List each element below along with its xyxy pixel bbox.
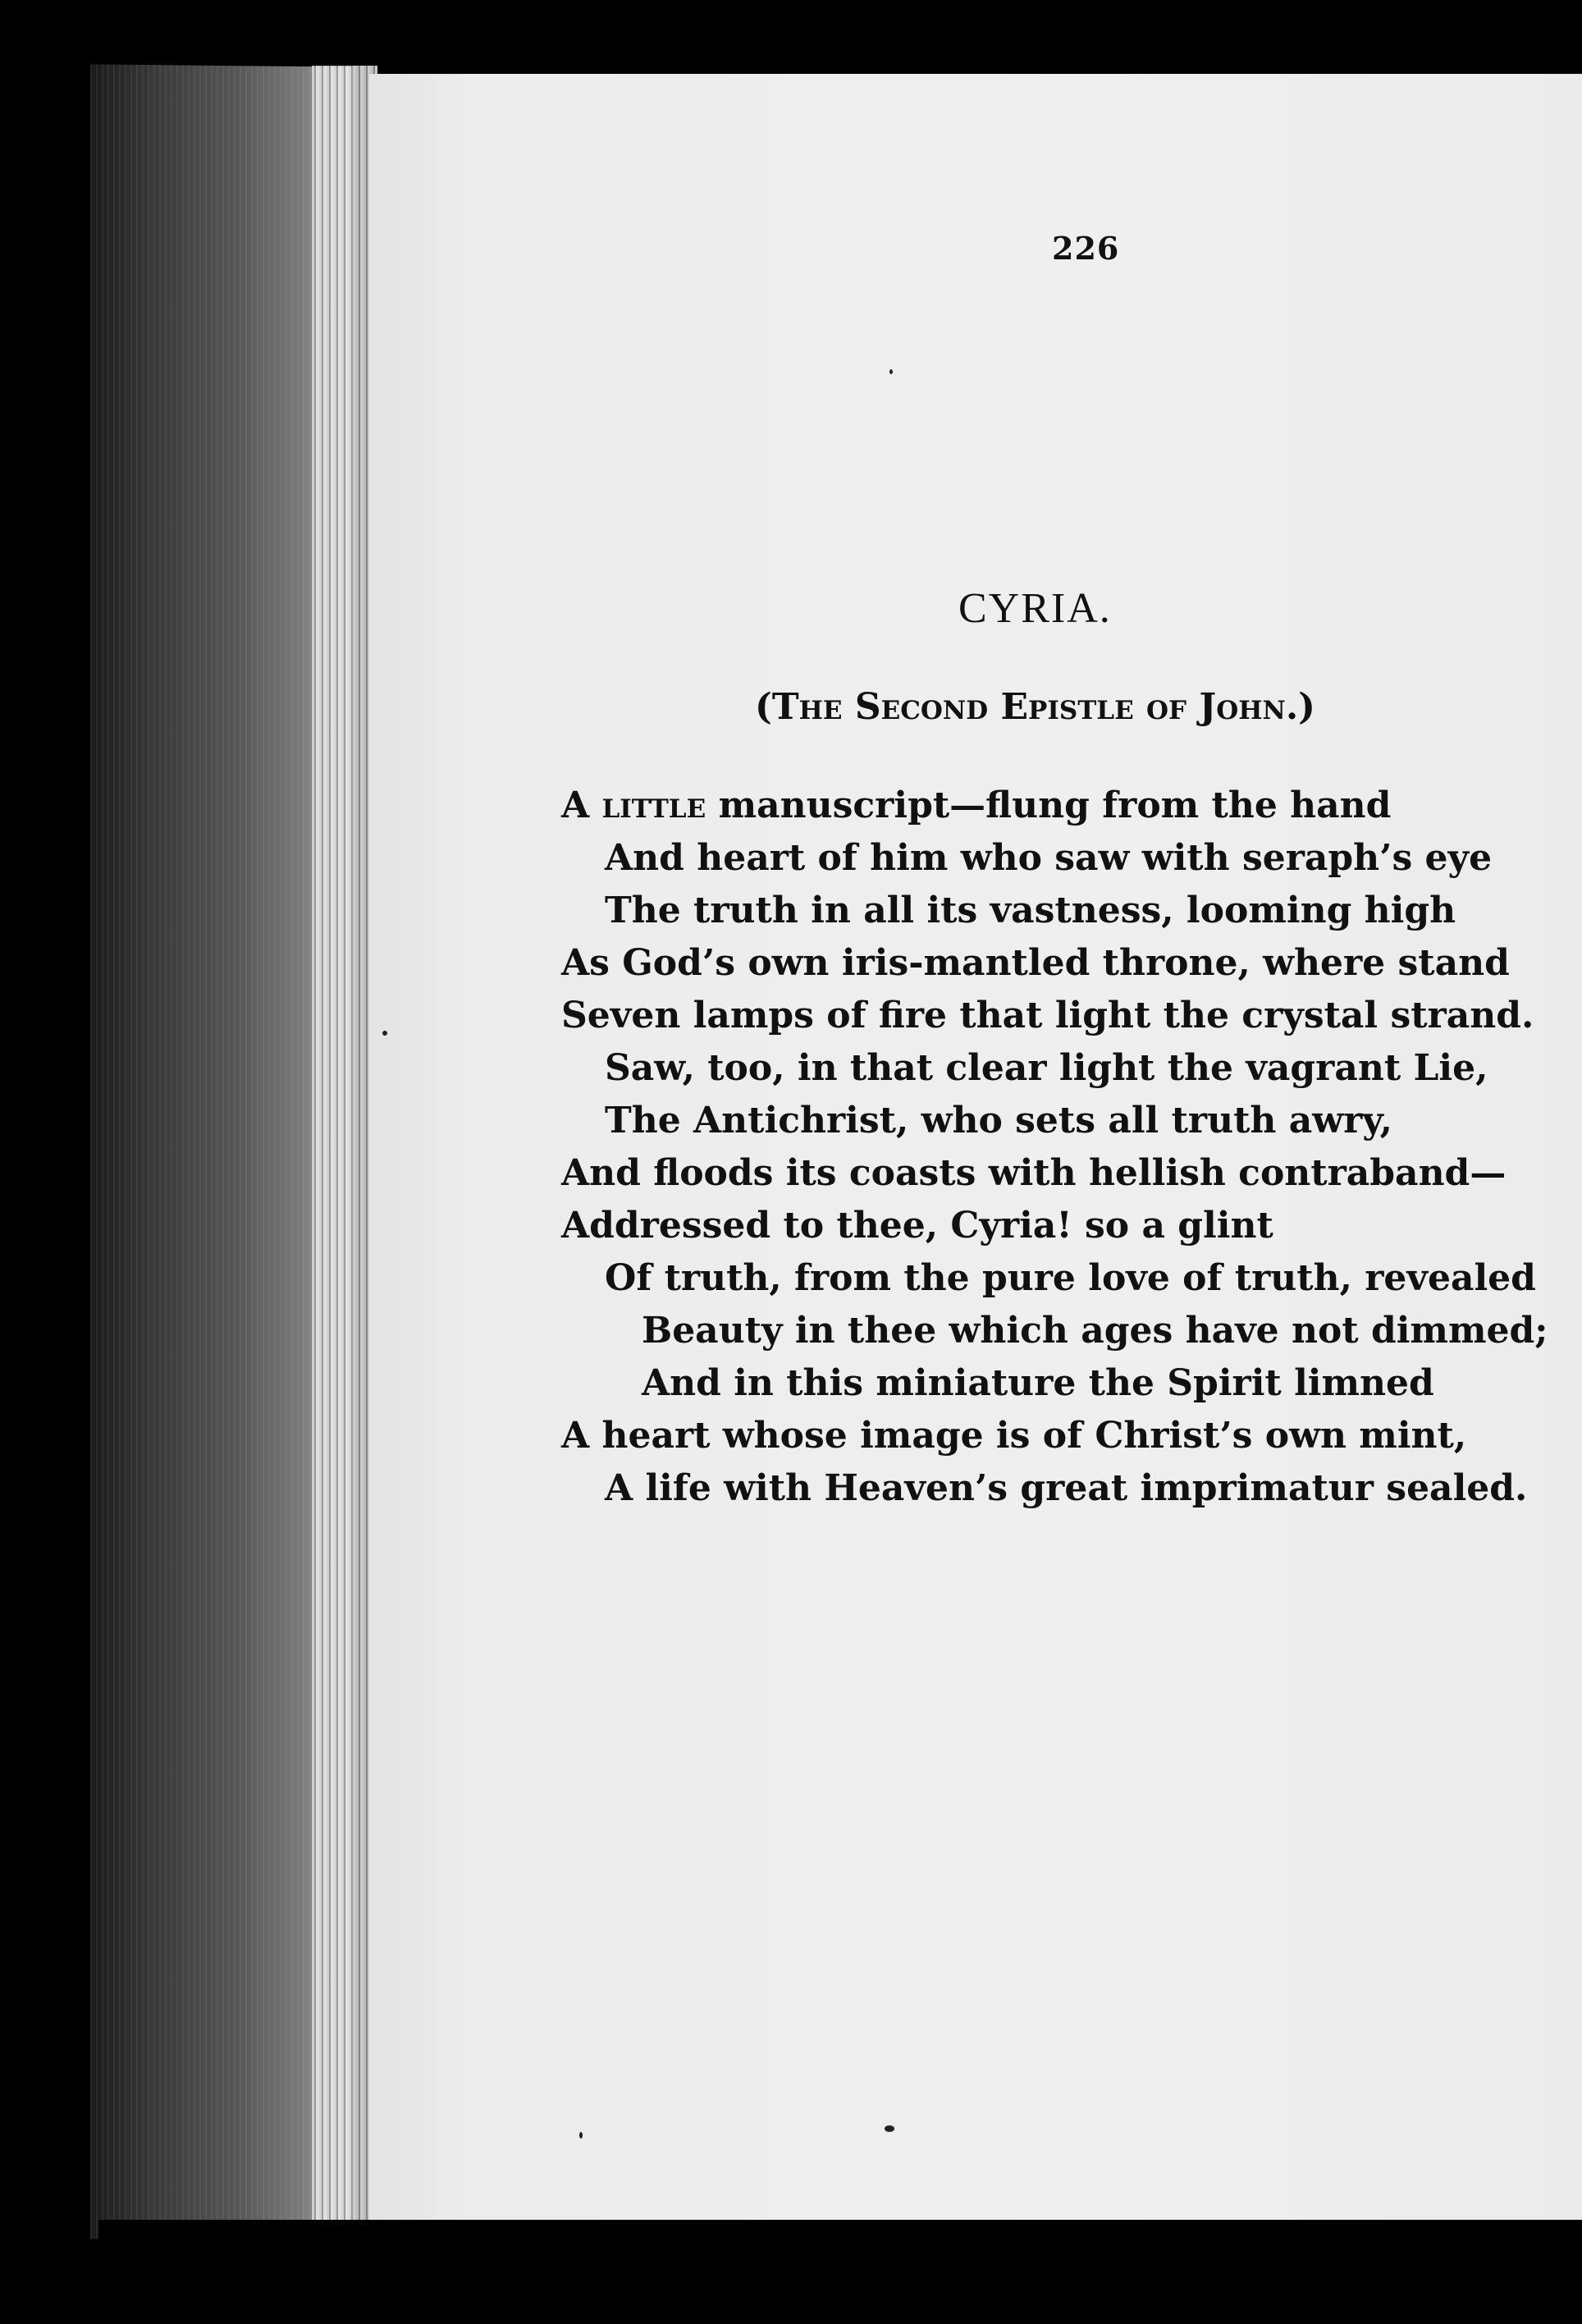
poem-line: Seven lamps of fire that light the crystal strand.: [561, 995, 1534, 1036]
poem-subtitle: (The Second Epistle of John.): [755, 686, 1315, 728]
poem-line: The truth in all its vastness, looming high: [605, 890, 1456, 931]
scan-speck: [885, 2125, 894, 2132]
poem-line: And in this miniature the Spirit limned: [642, 1362, 1434, 1404]
poem-line: A heart whose image is of Christ’s own mint,: [561, 1415, 1467, 1457]
poem-line: Addressed to thee, Cyria! so a glint: [561, 1205, 1273, 1247]
poem-line: Of truth, from the pure love of truth, revealed: [605, 1257, 1536, 1299]
poem-line: Beauty in thee which ages have not dimmed;: [642, 1310, 1548, 1352]
poem-line: Saw, too, in that clear light the vagrant Lie,: [605, 1047, 1488, 1089]
poem-line: As God’s own iris-mantled throne, where stand: [561, 942, 1510, 984]
scan-speck: [889, 369, 893, 374]
poem-line: And heart of him who saw with seraph’s eye: [605, 837, 1493, 879]
scan-border: [98, 2220, 1582, 2324]
poem-line: And floods its coasts with hellish contraband—: [561, 1152, 1507, 1194]
scan-speck: [579, 2132, 583, 2139]
poem-title: CYRIA.: [958, 585, 1112, 632]
scan-speck: [382, 1031, 387, 1036]
poem-line: The Antichrist, who sets all truth awry,: [605, 1100, 1392, 1141]
poem-line: A little manuscript—flung from the hand: [561, 785, 1392, 826]
book-page: [369, 74, 1582, 2224]
page-edges: [312, 66, 377, 2240]
page-number: 226: [1052, 230, 1120, 267]
poem-line: A life with Heaven’s great imprimatur sealed.: [605, 1467, 1528, 1509]
